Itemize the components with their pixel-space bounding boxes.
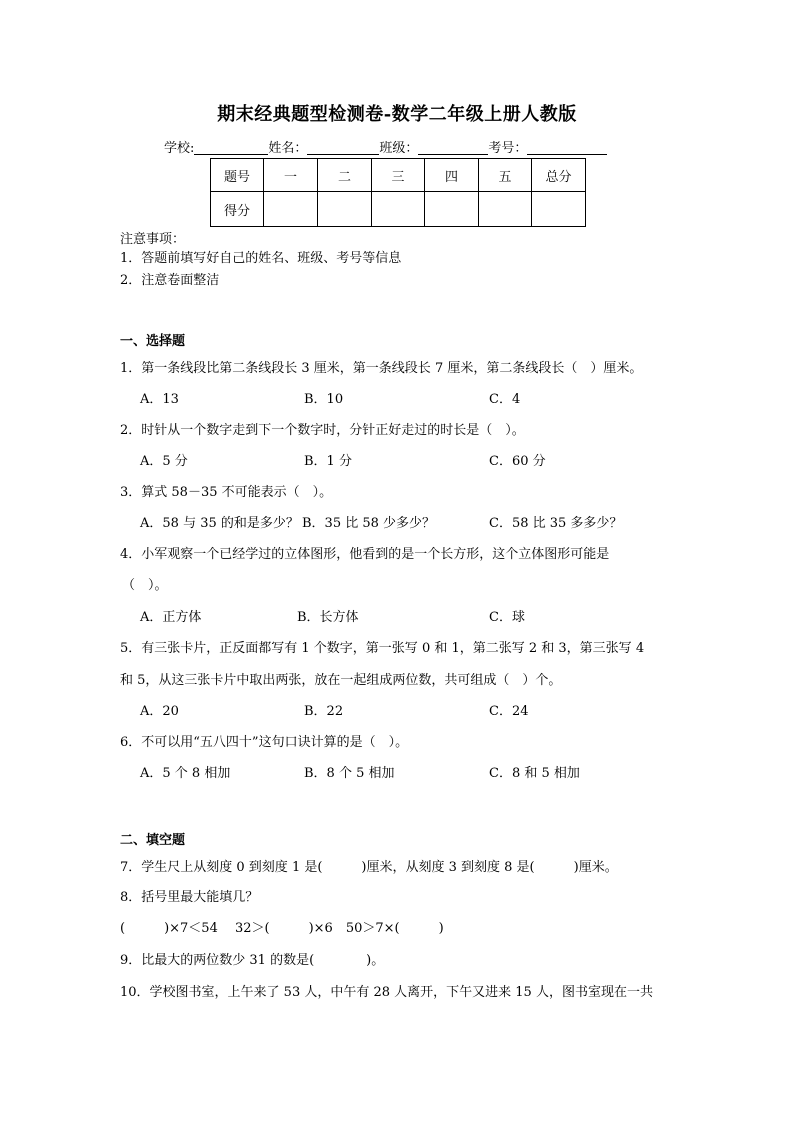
q3-option-a[interactable]: A．58 与 35 的和是多少？ [140, 516, 299, 531]
q4-option-c[interactable]: C．球 [489, 610, 525, 625]
q1-option-b[interactable]: B．10 [304, 392, 344, 407]
q4-option-a[interactable]: A．正方体 [140, 610, 202, 625]
col-1: 一 [264, 159, 318, 192]
score-table-score-row [211, 192, 586, 227]
student-info-line [164, 141, 607, 155]
question-8: 8．括号里最大能填几？ [120, 890, 259, 905]
row-label: 得分 [211, 192, 264, 227]
question-1: 1．第一条线段比第二条线段长 3 厘米，第一条线段长 7 厘米，第二条线段长（ ）厘米。 [120, 361, 643, 376]
score-table-header-row [211, 159, 586, 192]
q5-option-a[interactable]: A．20 [140, 704, 179, 719]
section-2-title: 二、填空题 [120, 833, 186, 848]
name-blank[interactable] [307, 141, 379, 155]
header-label: 题号 [211, 159, 264, 192]
score-table [210, 158, 586, 227]
q6-option-a[interactable]: A．5 个 8 相加 [140, 766, 231, 781]
col-4: 四 [425, 159, 479, 192]
question-5-cont: 和 5，从这三张卡片中取出两张，放在一起组成两位数，共可组成（ ）个。 [120, 673, 562, 688]
class-blank[interactable] [418, 141, 488, 155]
page-title: 期末经典题型检测卷-数学二年级上册人教版 [217, 104, 577, 125]
q1-option-c[interactable]: C．4 [489, 392, 521, 407]
question-8-blanks: ( )×7＜54 32＞( )×6 50＞7×( ) [120, 921, 444, 936]
q5-option-c[interactable]: C．24 [489, 704, 529, 719]
q5-option-b[interactable]: B．22 [304, 704, 344, 719]
col-3: 三 [372, 159, 425, 192]
col-total: 总分 [532, 159, 586, 192]
score-cell-3[interactable] [372, 192, 425, 227]
question-9: 9．比最大的两位数少 31 的数是( )。 [120, 953, 385, 968]
q3-option-b[interactable]: B．35 比 58 少多少？ [302, 516, 436, 531]
question-4-cont: （ ）。 [122, 578, 168, 593]
note-item-1: 1．答题前填写好自己的姓名、班级、考号等信息 [120, 251, 402, 266]
school-blank[interactable] [194, 141, 268, 155]
score-cell-5[interactable] [479, 192, 532, 227]
q3-option-c[interactable]: C．58 比 35 多多少？ [489, 516, 623, 531]
col-5: 五 [479, 159, 532, 192]
note-item-2: 2．注意卷面整洁 [120, 273, 220, 288]
notes-heading: 注意事项： [120, 232, 186, 247]
exam-no-label: 考号： [488, 141, 528, 156]
col-2: 二 [318, 159, 372, 192]
question-7: 7．学生尺上从刻度 0 到刻度 1 是( )厘米，从刻度 3 到刻度 8 是( )厘米。 [120, 860, 618, 875]
score-cell-total[interactable] [532, 192, 586, 227]
score-cell-2[interactable] [318, 192, 372, 227]
score-cell-1[interactable] [264, 192, 318, 227]
q2-option-b[interactable]: B．1 分 [304, 454, 352, 469]
q6-option-c[interactable]: C．8 和 5 相加 [489, 766, 580, 781]
q2-option-c[interactable]: C．60 分 [489, 454, 546, 469]
score-cell-4[interactable] [425, 192, 479, 227]
question-10: 10．学校图书室，上午来了 53 人，中午有 28 人离开，下午又进来 15 人，图书室现在一共 [120, 985, 653, 1000]
q1-option-a[interactable]: A．13 [140, 392, 179, 407]
name-label: 姓名： [268, 141, 308, 156]
school-label: 学校: [164, 141, 195, 156]
q6-option-b[interactable]: B．8 个 5 相加 [304, 766, 395, 781]
class-label: 班级： [379, 141, 419, 156]
question-5: 5．有三张卡片，正反面都写有 1 个数字，第一张写 0 和 1，第二张写 2 和 3，第三张写 4 [120, 641, 645, 656]
q2-option-a[interactable]: A．5 分 [140, 454, 188, 469]
question-2: 2．时针从一个数字走到下一个数字时，分针正好走过的时长是（ ）。 [120, 423, 525, 438]
question-4: 4．小军观察一个已经学过的立体图形，他看到的是一个长方形，这个立体图形可能是 [120, 547, 610, 562]
q4-option-b[interactable]: B．长方体 [297, 610, 359, 625]
section-1-title: 一、选择题 [120, 334, 186, 349]
exam-no-blank[interactable] [527, 141, 607, 155]
question-3: 3．算式 58－35 不可能表示（ ）。 [120, 485, 333, 500]
question-6: 6．不可以用“五八四十”这句口诀计算的是（ ）。 [120, 735, 409, 750]
